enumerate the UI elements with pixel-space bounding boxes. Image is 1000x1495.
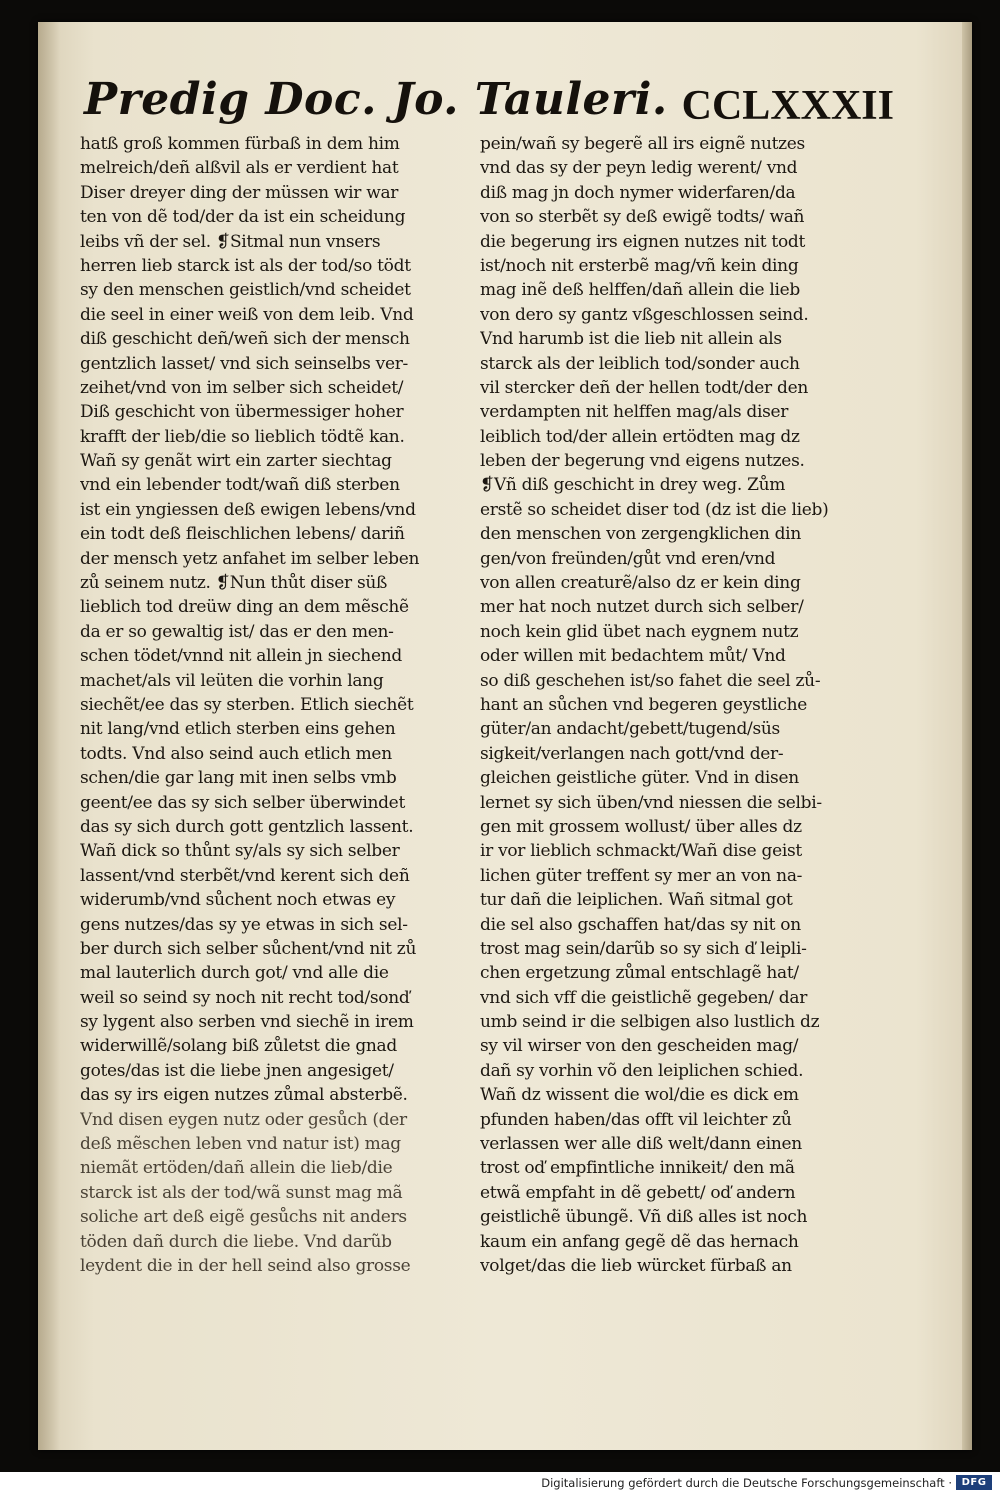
- text-line: lernet sy sich üben/vnd niessen die selbi-: [480, 792, 822, 813]
- text-line: der mensch yetz anfahet im selber leben: [80, 548, 420, 569]
- text-column-right: [480, 132, 852, 1278]
- text-line: Wañ sy genãt wirt ein zarter siechtag: [80, 451, 392, 472]
- text-line: pfunden haben/das offt vil leichter zů: [480, 1109, 792, 1130]
- text-line: diß geschicht deñ/weñ sich der mensch: [80, 329, 410, 350]
- text-line: mer hat noch nutzet durch sich selber/: [480, 597, 804, 618]
- text-line: ten von dẽ tod/der da ist ein scheidung: [80, 207, 406, 228]
- text-line: noch kein glid übet nach eygnem nutz: [480, 621, 799, 642]
- text-column-left: [80, 132, 452, 1278]
- text-line: gen mit grossem wollust/ über alles dz: [480, 816, 802, 837]
- text-line: weil so seind sy noch nit recht tod/sonď: [80, 987, 410, 1008]
- text-line: güter/an andacht/gebett/tugend/süs: [480, 719, 780, 740]
- page-gutter-shadow: [38, 22, 60, 1450]
- text-line: ist/noch nit ersterbẽ mag/vñ kein ding: [480, 255, 799, 276]
- text-line: Diser dreyer ding der müssen wir war: [80, 182, 399, 203]
- text-line: gens nutzes/das sy ye etwas in sich sel-: [80, 914, 408, 935]
- text-line: leben der begerung vnd eigens nutzes.: [480, 451, 805, 472]
- text-line: zů seinem nutz. ❡Nun thůt diser süß: [80, 573, 388, 594]
- page-fore-edge: [962, 22, 972, 1450]
- book-page: [38, 22, 972, 1450]
- text-line: sigkeit/verlangen nach gott/vnd der-: [480, 743, 784, 764]
- text-line: Wañ dick so thůnt sy/als sy sich selber: [80, 841, 400, 862]
- text-line: so diß geschehen ist/so fahet die seel zů-: [480, 670, 821, 691]
- text-line: erstẽ so scheidet diser tod (dz ist die lieb): [480, 499, 829, 520]
- text-line: schen/die gar lang mit inen selbs vmb: [80, 768, 397, 789]
- text-line: die sel also gschaffen hat/das sy nit on: [480, 914, 801, 935]
- text-line: krafft der lieb/die so lieblich tödtẽ kan.: [80, 426, 405, 447]
- text-line: oder willen mit bedachtem můt/ Vnd: [480, 646, 786, 667]
- text-line: vnd das sy der peyn ledig werent/ vnd: [480, 158, 798, 179]
- text-line: das sy sich durch gott gentzlich lassent.: [80, 816, 414, 837]
- text-line: niemãt ertöden/dañ allein die lieb/die: [80, 1158, 393, 1179]
- text-line: töden dañ durch die liebe. Vnd darũb: [80, 1231, 392, 1252]
- text-line: nit lang/vnd etlich sterben eins gehen: [80, 719, 396, 740]
- text-line: zeihet/vnd von im selber sich scheidet/: [80, 377, 404, 398]
- text-line: die begerung irs eignen nutzes nit todt: [480, 231, 805, 252]
- text-line: ein todt deß fleischlichen lebens/ dariñ: [80, 524, 405, 545]
- text-line: vnd ein lebender todt/wañ diß sterben: [80, 475, 400, 496]
- text-line: ❡Vñ diß geschicht in drey weg. Zům: [480, 475, 786, 496]
- text-line: starck als der leiblich tod/sonder auch: [480, 353, 800, 374]
- text-line: mal lauterlich durch got/ vnd alle die: [80, 963, 389, 984]
- text-line: Vnd disen eygen nutz oder gesůch (der: [80, 1109, 407, 1130]
- text-line: sy den menschen geistlich/vnd scheidet: [80, 280, 411, 301]
- text-line: sy lygent also serben vnd siechẽ in irem: [80, 1012, 414, 1033]
- text-line: gen/von freünden/gůt vnd eren/vnd: [480, 548, 776, 569]
- text-line: lichen güter treffent sy mer an von na-: [480, 865, 803, 886]
- text-line: geent/ee das sy sich selber überwindet: [80, 792, 405, 813]
- running-title: Predig Doc. Jo. Tauleri.: [84, 74, 668, 125]
- text-line: leydent die in der hell seind also grosse: [80, 1255, 411, 1276]
- text-line: tur dañ die leiplichen. Wañ sitmal got: [480, 890, 793, 911]
- text-line: trost mag sein/darũb so sy sich ď leipli-: [480, 938, 807, 959]
- text-line: lassent/vnd sterbẽt/vnd kerent sich deñ: [80, 865, 410, 886]
- text-line: hatß groß kommen fürbaß in dem him: [80, 134, 400, 154]
- text-line: siechẽt/ee das sy sterben. Etlich siechẽt: [80, 694, 414, 715]
- text-line: diß mag jn doch nymer widerfaren/da: [480, 182, 796, 203]
- funding-credit: Digitalisierung gefördert durch die Deutsche Forschungsgemeinschaft ·: [541, 1476, 952, 1490]
- text-line: gleichen geistliche güter. Vnd in disen: [480, 768, 799, 789]
- text-line: herren lieb starck ist als der tod/so tödt: [80, 255, 411, 276]
- text-line: gotes/das ist die liebe jnen angesiget/: [80, 1060, 394, 1081]
- text-line: melreich/deñ alßvil als er verdient hat: [80, 158, 399, 179]
- text-line: schen tödet/vnnd nit allein jn siechend: [80, 646, 402, 667]
- text-line: vnd sich vff die geistlichẽ gegeben/ dar: [480, 987, 808, 1008]
- text-line: gentzlich lasset/ vnd sich seinselbs ver-: [80, 353, 408, 374]
- text-line: geistlichẽ übungẽ. Vñ diß alles ist noch: [480, 1207, 808, 1228]
- text-line: Vnd harumb ist die lieb nit allein als: [480, 329, 782, 350]
- text-line: den menschen von zergengklichen din: [480, 524, 801, 545]
- text-line: vil stercker deñ der hellen todt/der den: [480, 377, 808, 398]
- text-line: ist ein yngiessen deß ewigen lebens/vnd: [80, 499, 416, 520]
- text-line: widerwillẽ/solang biß zůletst die gnad: [80, 1036, 397, 1057]
- text-line: ber durch sich selber sůchent/vnd nit zů: [80, 938, 417, 959]
- footer-bar: [0, 1472, 1000, 1495]
- text-line: soliche art deß eigẽ gesůchs nit anders: [80, 1207, 407, 1228]
- text-line: kaum ein anfang gegẽ dẽ das hernach: [480, 1231, 799, 1252]
- text-line: die seel in einer weiß von dem leib. Vnd: [80, 304, 414, 325]
- text-line: lieblich tod dreüw ding an dem mẽschẽ: [80, 597, 409, 618]
- text-line: von allen creaturẽ/also dz er kein ding: [480, 573, 801, 594]
- dfg-logo: DFG: [956, 1475, 992, 1490]
- text-line: verlassen wer alle diß welt/dann einen: [480, 1134, 802, 1155]
- text-line: pein/wañ sy begerẽ all irs eignẽ nutzes: [480, 134, 805, 154]
- text-line: starck ist als der tod/wã sunst mag mã: [80, 1182, 403, 1203]
- text-line: hant an sůchen vnd begeren geystliche: [480, 694, 807, 715]
- text-line: todts. Vnd also seind auch etlich men: [80, 743, 392, 764]
- text-line: volget/das die lieb würcket fürbaß an: [480, 1255, 792, 1276]
- text-line: etwã empfaht in dẽ gebett/ oď andern: [480, 1182, 796, 1203]
- text-line: von dero sy gantz vßgeschlossen seind.: [480, 304, 809, 325]
- text-line: verdampten nit helffen mag/als diser: [480, 402, 789, 423]
- text-line: umb seind ir die selbigen also lustlich dz: [480, 1012, 820, 1033]
- folio-number: CCLXXXII: [681, 83, 894, 129]
- text-line: machet/als vil leüten die vorhin lang: [80, 670, 384, 691]
- text-line: mag inẽ deß helffen/dañ allein die lieb: [480, 280, 800, 301]
- text-line: sy vil wirser von den gescheiden mag/: [480, 1036, 799, 1057]
- text-line: trost oď empfintliche innikeit/ den mã: [480, 1158, 795, 1179]
- text-line: dañ sy vorhin võ den leiplichen schied.: [480, 1060, 804, 1081]
- text-line: das sy irs eigen nutzes zůmal absterbẽ.: [80, 1085, 408, 1106]
- text-line: leibs vñ der sel. ❡Sitmal nun vnsers: [80, 231, 381, 252]
- text-line: deß mẽschen leben vnd natur ist) mag: [80, 1134, 401, 1155]
- text-line: da er so gewaltig ist/ das er den men-: [80, 621, 394, 642]
- text-line: von so sterbẽt sy deß ewigẽ todts/ wañ: [480, 207, 805, 228]
- text-line: Wañ dz wissent die wol/die es dick em: [480, 1085, 799, 1106]
- text-line: ir vor lieblich schmackt/Wañ dise geist: [480, 841, 802, 862]
- text-line: leiblich tod/der allein ertödten mag dz: [480, 426, 800, 447]
- text-line: chen ergetzung zůmal entschlagẽ hat/: [480, 963, 799, 984]
- text-line: Diß geschicht von übermessiger hoher: [80, 402, 404, 423]
- text-line: widerumb/vnd sůchent noch etwas ey: [80, 890, 396, 911]
